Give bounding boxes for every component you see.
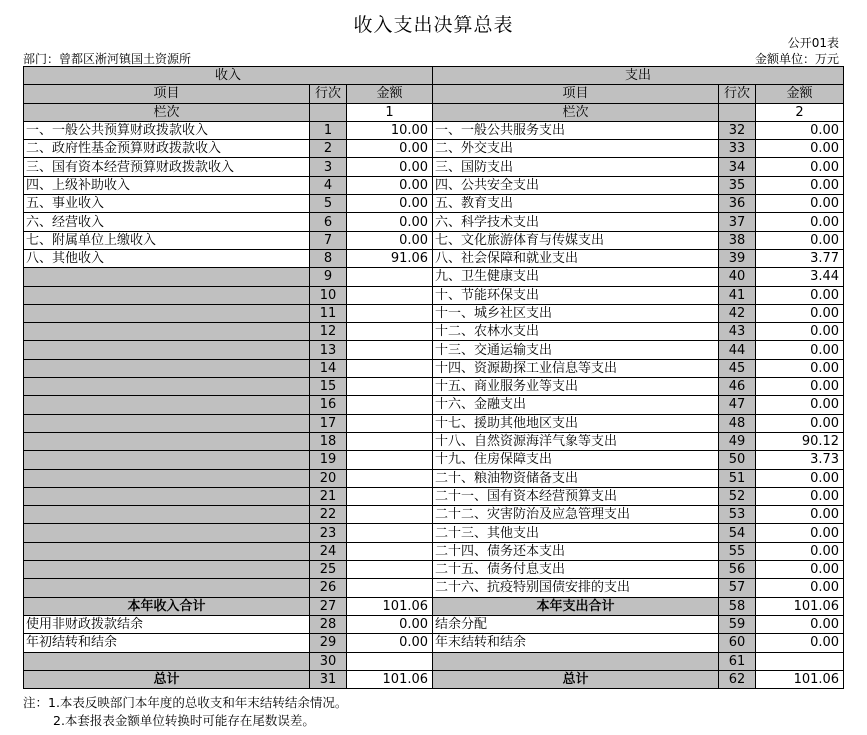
department-label: 部门：曾都区淅河镇国土资源所 xyxy=(23,52,192,66)
footnote-2: 2.本套报表金额单位转换时可能存在尾数误差。 xyxy=(53,713,315,728)
income-lanci-blank xyxy=(310,103,347,121)
expense-item-cell: 十六、金融支出 xyxy=(433,396,719,414)
expense-amount-cell: 0.00 xyxy=(756,506,844,524)
expense-amount-cell: 0.00 xyxy=(756,579,844,597)
report-title: 收入支出决算总表 xyxy=(353,14,514,36)
income-line-cell: 18 xyxy=(310,432,347,450)
expense-item-cell: 十三、交通运输支出 xyxy=(433,341,719,359)
income-line-cell: 26 xyxy=(310,579,347,597)
table-row xyxy=(24,561,844,579)
income-line-cell: 17 xyxy=(310,414,347,432)
expense-amount-cell: 0.00 xyxy=(756,286,844,304)
income-amount-cell xyxy=(347,561,433,579)
expense-item-cell: 十一、城乡社区支出 xyxy=(433,304,719,322)
table-row xyxy=(24,451,844,469)
income-line-cell: 5 xyxy=(310,195,347,213)
income-line-cell: 13 xyxy=(310,341,347,359)
income-line-cell: 9 xyxy=(310,268,347,286)
expense-line-cell: 60 xyxy=(719,634,756,652)
income-line-cell: 2 xyxy=(310,140,347,158)
income-item-cell xyxy=(24,451,310,469)
expense-line-cell: 59 xyxy=(719,615,756,633)
income-line-cell: 23 xyxy=(310,524,347,542)
expense-line-cell: 43 xyxy=(719,323,756,341)
income-amount-cell xyxy=(347,524,433,542)
expense-item-cell: 三、国防支出 xyxy=(433,158,719,176)
income-item-cell: 二、政府性基金预算财政拨款收入 xyxy=(24,140,310,158)
expense-line-cell: 48 xyxy=(719,414,756,432)
expense-item-cell: 二十四、债务还本支出 xyxy=(433,542,719,560)
expense-amount-cell: 0.00 xyxy=(756,378,844,396)
expense-amount-cell: 0.00 xyxy=(756,158,844,176)
income-line-cell: 7 xyxy=(310,231,347,249)
income-amount-cell: 101.06 xyxy=(347,670,433,688)
expense-amount-cell: 101.06 xyxy=(756,670,844,688)
income-item-cell xyxy=(24,506,310,524)
income-item-cell: 七、附属单位上缴收入 xyxy=(24,231,310,249)
income-item-cell: 四、上级补助收入 xyxy=(24,176,310,194)
expense-amount-cell: 0.00 xyxy=(756,469,844,487)
table-row xyxy=(24,158,844,176)
income-line-cell: 11 xyxy=(310,304,347,322)
expense-amount-cell: 0.00 xyxy=(756,634,844,652)
income-item-cell: 五、事业收入 xyxy=(24,195,310,213)
income-amount-cell: 91.06 xyxy=(347,249,433,267)
income-item-cell xyxy=(24,396,310,414)
income-amount-cell xyxy=(347,487,433,505)
income-line-cell: 25 xyxy=(310,561,347,579)
expense-line-cell: 47 xyxy=(719,396,756,414)
column-header-row xyxy=(24,85,844,103)
expense-line-cell: 40 xyxy=(719,268,756,286)
expense-line-cell: 46 xyxy=(719,378,756,396)
income-item-cell: 三、国有资本经营预算财政拨款收入 xyxy=(24,158,310,176)
income-line-cell: 20 xyxy=(310,469,347,487)
income-item-cell xyxy=(24,469,310,487)
income-amount-cell xyxy=(347,451,433,469)
income-amount-cell xyxy=(347,268,433,286)
table-row xyxy=(24,634,844,652)
expense-amount-cell: 0.00 xyxy=(756,213,844,231)
table-row xyxy=(24,341,844,359)
table-row xyxy=(24,597,844,615)
income-amount-cell xyxy=(347,652,433,670)
income-amount-cell xyxy=(347,542,433,560)
expense-item-cell: 四、公共安全支出 xyxy=(433,176,719,194)
expense-line-cell: 45 xyxy=(719,359,756,377)
income-amount-cell: 0.00 xyxy=(347,634,433,652)
table-row xyxy=(24,323,844,341)
expense-line-cell: 49 xyxy=(719,432,756,450)
expense-line-cell: 53 xyxy=(719,506,756,524)
expense-line-cell: 54 xyxy=(719,524,756,542)
income-amount-cell: 0.00 xyxy=(347,231,433,249)
income-item-cell xyxy=(24,341,310,359)
expense-item-cell: 十七、援助其他地区支出 xyxy=(433,414,719,432)
income-amount-cell xyxy=(347,469,433,487)
income-item-cell xyxy=(24,286,310,304)
expense-item-cell: 二十三、其他支出 xyxy=(433,524,719,542)
expense-column-number: 2 xyxy=(756,103,844,121)
expense-item-cell: 二十六、抗疫特别国债安排的支出 xyxy=(433,579,719,597)
income-line-cell: 1 xyxy=(310,121,347,139)
expense-item-cell: 总计 xyxy=(433,670,719,688)
income-amount-cell xyxy=(347,396,433,414)
expense-line-cell: 50 xyxy=(719,451,756,469)
income-item-cell xyxy=(24,414,310,432)
footnotes xyxy=(23,694,347,730)
expense-line-cell: 62 xyxy=(719,670,756,688)
income-amount-cell xyxy=(347,506,433,524)
expense-item-cell: 年末结转和结余 xyxy=(433,634,719,652)
expense-item-cell: 二十五、债务付息支出 xyxy=(433,561,719,579)
expense-line-cell: 61 xyxy=(719,652,756,670)
income-expense-table xyxy=(23,66,844,689)
income-item-cell xyxy=(24,542,310,560)
income-line-cell: 16 xyxy=(310,396,347,414)
income-amount-cell: 0.00 xyxy=(347,615,433,633)
income-amount-cell: 0.00 xyxy=(347,158,433,176)
expense-lanci-blank xyxy=(719,103,756,121)
expense-amount-cell: 0.00 xyxy=(756,140,844,158)
expense-item-cell xyxy=(433,652,719,670)
expense-item-cell: 七、文化旅游体育与传媒支出 xyxy=(433,231,719,249)
table-row xyxy=(24,524,844,542)
expense-amount-cell: 0.00 xyxy=(756,304,844,322)
expense-amount-cell: 0.00 xyxy=(756,176,844,194)
income-column-number: 1 xyxy=(347,103,433,121)
expense-amount-cell: 0.00 xyxy=(756,341,844,359)
expense-amount-header: 金额 xyxy=(756,85,844,103)
income-item-cell: 年初结转和结余 xyxy=(24,634,310,652)
expense-amount-cell: 0.00 xyxy=(756,524,844,542)
table-row xyxy=(24,652,844,670)
expense-amount-cell: 0.00 xyxy=(756,414,844,432)
income-item-cell: 总计 xyxy=(24,670,310,688)
expense-item-cell: 十五、商业服务业等支出 xyxy=(433,378,719,396)
expense-line-cell: 36 xyxy=(719,195,756,213)
income-line-cell: 10 xyxy=(310,286,347,304)
income-item-cell: 一、一般公共预算财政拨款收入 xyxy=(24,121,310,139)
income-item-cell: 使用非财政拨款结余 xyxy=(24,615,310,633)
income-item-cell xyxy=(24,561,310,579)
expense-line-cell: 42 xyxy=(719,304,756,322)
expense-line-cell: 51 xyxy=(719,469,756,487)
expense-item-cell: 二十一、国有资本经营预算支出 xyxy=(433,487,719,505)
expense-amount-cell: 3.73 xyxy=(756,451,844,469)
table-row xyxy=(24,359,844,377)
section-header-row xyxy=(24,67,844,85)
income-line-cell: 27 xyxy=(310,597,347,615)
income-item-cell xyxy=(24,652,310,670)
expense-line-cell: 52 xyxy=(719,487,756,505)
expense-section-header: 支出 xyxy=(433,67,844,85)
income-item-cell xyxy=(24,524,310,542)
table-row xyxy=(24,542,844,560)
expense-item-cell: 一、一般公共服务支出 xyxy=(433,121,719,139)
expense-line-cell: 55 xyxy=(719,542,756,560)
table-row xyxy=(24,249,844,267)
footnote-1: 注：1.本表反映部门本年度的总收支和年末结转结余情况。 xyxy=(23,695,348,710)
expense-amount-cell xyxy=(756,652,844,670)
expense-item-cell: 结余分配 xyxy=(433,615,719,633)
expense-amount-cell: 0.00 xyxy=(756,121,844,139)
table-row xyxy=(24,378,844,396)
expense-line-cell: 56 xyxy=(719,561,756,579)
income-amount-header: 金额 xyxy=(347,85,433,103)
expense-line-cell: 38 xyxy=(719,231,756,249)
income-amount-cell xyxy=(347,378,433,396)
income-item-cell xyxy=(24,432,310,450)
income-amount-cell: 0.00 xyxy=(347,213,433,231)
income-item-header: 项目 xyxy=(24,85,310,103)
table-row xyxy=(24,195,844,213)
table-row xyxy=(24,140,844,158)
income-amount-cell: 0.00 xyxy=(347,176,433,194)
expense-item-cell: 十二、农林水支出 xyxy=(433,323,719,341)
income-amount-cell xyxy=(347,432,433,450)
income-item-cell: 本年收入合计 xyxy=(24,597,310,615)
income-item-cell xyxy=(24,579,310,597)
expense-line-cell: 32 xyxy=(719,121,756,139)
column-number-row xyxy=(24,103,844,121)
expense-item-cell: 二十二、灾害防治及应急管理支出 xyxy=(433,506,719,524)
expense-item-cell: 八、社会保障和就业支出 xyxy=(433,249,719,267)
income-amount-cell xyxy=(347,341,433,359)
income-line-header: 行次 xyxy=(310,85,347,103)
income-line-cell: 29 xyxy=(310,634,347,652)
income-line-cell: 8 xyxy=(310,249,347,267)
income-item-cell xyxy=(24,268,310,286)
expense-item-cell: 十、节能环保支出 xyxy=(433,286,719,304)
expense-amount-cell: 0.00 xyxy=(756,396,844,414)
expense-item-cell: 本年支出合计 xyxy=(433,597,719,615)
income-amount-cell: 0.00 xyxy=(347,195,433,213)
expense-amount-cell: 0.00 xyxy=(756,561,844,579)
expense-line-cell: 37 xyxy=(719,213,756,231)
income-item-cell xyxy=(24,378,310,396)
income-line-cell: 30 xyxy=(310,652,347,670)
expense-line-cell: 34 xyxy=(719,158,756,176)
expense-amount-cell: 3.44 xyxy=(756,268,844,286)
table-row xyxy=(24,268,844,286)
expense-item-cell: 十八、自然资源海洋气象等支出 xyxy=(433,432,719,450)
income-amount-cell xyxy=(347,304,433,322)
income-item-cell: 八、其他收入 xyxy=(24,249,310,267)
income-amount-cell: 101.06 xyxy=(347,597,433,615)
income-amount-cell xyxy=(347,414,433,432)
table-row xyxy=(24,487,844,505)
expense-amount-cell: 0.00 xyxy=(756,615,844,633)
income-line-cell: 15 xyxy=(310,378,347,396)
income-amount-cell xyxy=(347,359,433,377)
expense-item-cell: 六、科学技术支出 xyxy=(433,213,719,231)
income-line-cell: 21 xyxy=(310,487,347,505)
income-line-cell: 6 xyxy=(310,213,347,231)
expense-amount-cell: 0.00 xyxy=(756,487,844,505)
income-line-cell: 24 xyxy=(310,542,347,560)
expense-item-cell: 五、教育支出 xyxy=(433,195,719,213)
table-row xyxy=(24,414,844,432)
expense-item-cell: 九、卫生健康支出 xyxy=(433,268,719,286)
table-row xyxy=(24,432,844,450)
table-row xyxy=(24,121,844,139)
expense-amount-cell: 101.06 xyxy=(756,597,844,615)
expense-line-cell: 44 xyxy=(719,341,756,359)
expense-line-header: 行次 xyxy=(719,85,756,103)
expense-item-cell: 十九、住房保障支出 xyxy=(433,451,719,469)
expense-amount-cell: 0.00 xyxy=(756,323,844,341)
form-code: 公开01表 xyxy=(787,36,839,50)
expense-line-cell: 39 xyxy=(719,249,756,267)
table-row xyxy=(24,579,844,597)
income-line-cell: 12 xyxy=(310,323,347,341)
income-amount-cell xyxy=(347,579,433,597)
table-row xyxy=(24,396,844,414)
expense-line-cell: 33 xyxy=(719,140,756,158)
table-row xyxy=(24,615,844,633)
income-line-cell: 28 xyxy=(310,615,347,633)
table-row xyxy=(24,231,844,249)
table-row xyxy=(24,213,844,231)
table-row xyxy=(24,304,844,322)
expense-amount-cell: 90.12 xyxy=(756,432,844,450)
expense-item-header: 项目 xyxy=(433,85,719,103)
expense-amount-cell: 0.00 xyxy=(756,231,844,249)
expense-line-cell: 35 xyxy=(719,176,756,194)
income-line-cell: 4 xyxy=(310,176,347,194)
table-row xyxy=(24,176,844,194)
expense-amount-cell: 3.77 xyxy=(756,249,844,267)
income-amount-cell xyxy=(347,286,433,304)
income-amount-cell xyxy=(347,323,433,341)
income-amount-cell: 0.00 xyxy=(347,140,433,158)
income-line-cell: 14 xyxy=(310,359,347,377)
income-line-cell: 19 xyxy=(310,451,347,469)
income-lanci-label: 栏次 xyxy=(24,103,310,121)
income-amount-cell: 10.00 xyxy=(347,121,433,139)
income-line-cell: 22 xyxy=(310,506,347,524)
unit-label: 金额单位：万元 xyxy=(754,52,839,66)
expense-line-cell: 58 xyxy=(719,597,756,615)
expense-lanci-label: 栏次 xyxy=(433,103,719,121)
income-section-header: 收入 xyxy=(24,67,433,85)
expense-amount-cell: 0.00 xyxy=(756,359,844,377)
expense-amount-cell: 0.00 xyxy=(756,542,844,560)
table-row xyxy=(24,670,844,688)
income-line-cell: 31 xyxy=(310,670,347,688)
expense-item-cell: 二十、粮油物资储备支出 xyxy=(433,469,719,487)
income-item-cell xyxy=(24,323,310,341)
table-row xyxy=(24,506,844,524)
income-line-cell: 3 xyxy=(310,158,347,176)
expense-item-cell: 二、外交支出 xyxy=(433,140,719,158)
expense-line-cell: 57 xyxy=(719,579,756,597)
table-row xyxy=(24,469,844,487)
income-item-cell: 六、经营收入 xyxy=(24,213,310,231)
table-row xyxy=(24,286,844,304)
expense-line-cell: 41 xyxy=(719,286,756,304)
income-item-cell xyxy=(24,487,310,505)
expense-item-cell: 十四、资源勘探工业信息等支出 xyxy=(433,359,719,377)
income-item-cell xyxy=(24,304,310,322)
income-item-cell xyxy=(24,359,310,377)
expense-amount-cell: 0.00 xyxy=(756,195,844,213)
